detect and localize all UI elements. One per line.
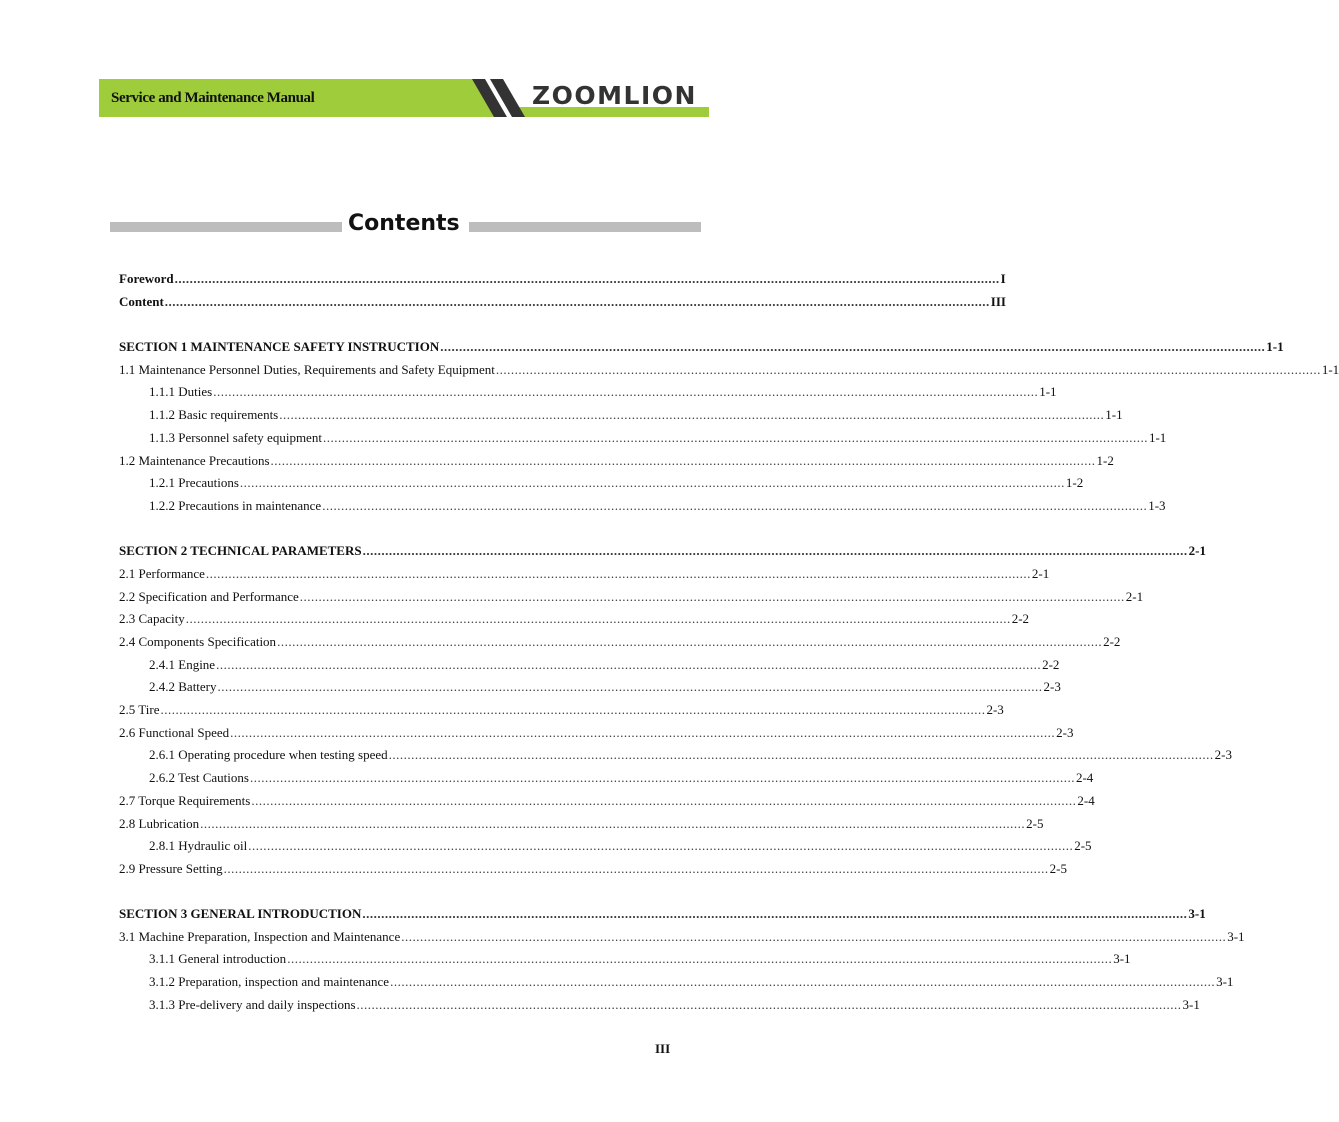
dot-leader: ............................................................................................................................................................................................................................ [362,543,1188,558]
toc-entry-label: 2.4 Components Specification [119,634,277,649]
toc-entry[interactable] [119,452,1114,470]
toc-entry-page: 1-1 [1148,430,1167,445]
toc-entry-label: Content [119,294,164,309]
toc-entry-label: SECTION 3 GENERAL INTRODUCTION [119,906,362,921]
dot-leader: ............................................................................................................................................................................................................................ [174,271,1000,286]
dot-leader: ............................................................................................................................................................................................................................ [248,838,1074,853]
toc-entry[interactable] [119,565,1050,583]
dot-leader: ............................................................................................................................................................................................................................ [495,362,1321,377]
dot-leader: ............................................................................................................................................................................................................................ [160,702,986,717]
dot-leader: ............................................................................................................................................................................................................................ [223,861,1049,876]
dot-leader: ............................................................................................................................................................................................................................ [322,498,1148,513]
toc-entry-label: SECTION 2 TECHNICAL PARAMETERS [119,543,362,558]
dot-leader: ............................................................................................................................................................................................................................ [213,384,1039,399]
toc-entry-page: 2-1 [1188,543,1206,558]
toc-entry-page: 2-1 [1031,566,1050,581]
toc-entry-page: 1-2 [1096,453,1114,468]
toc-entry[interactable] [119,928,1245,946]
toc-entry[interactable] [119,610,1030,628]
toc-entry[interactable] [119,338,1284,356]
toc-entry[interactable] [149,406,1123,424]
dot-leader: ............................................................................................................................................................................................................................ [251,793,1077,808]
toc-entry-label: 1.1.2 Basic requirements [149,407,279,422]
toc-entry[interactable] [119,724,1074,742]
toc-entry[interactable] [119,905,1206,923]
toc-entry[interactable] [149,678,1061,696]
toc-entry-page: 3-1 [1113,951,1131,966]
toc-entry-label: 3.1.3 Pre-delivery and daily inspections [149,997,356,1012]
page-number: III [655,1041,671,1056]
toc-entry[interactable] [149,429,1167,447]
dot-leader: ............................................................................................................................................................................................................................ [299,589,1125,604]
toc-entry-page: 1-1 [1266,339,1284,354]
toc-entry[interactable] [149,837,1092,855]
dot-leader: ............................................................................................................................................................................................................................ [322,430,1148,445]
toc-entry-page: 2-2 [1011,611,1030,626]
toc-entry-page: 1-1 [1105,407,1123,422]
dot-leader: ............................................................................................................................................................................................................................ [401,929,1227,944]
title-rule-right [469,222,701,232]
toc-entry-page: 2-3 [986,702,1004,717]
toc-entry-label: 1.1 Maintenance Personnel Duties, Requirements and Safety Equipment [119,362,495,377]
toc-entry[interactable] [119,588,1144,606]
brand-logo: ZOOMLION [532,81,697,110]
toc-entry[interactable] [149,656,1060,674]
toc-entry-label: 2.8.1 Hydraulic oil [149,838,248,853]
toc-entry[interactable] [149,973,1234,991]
toc-entry-label: 2.1 Performance [119,566,205,581]
dot-leader: ............................................................................................................................................................................................................................ [362,906,1188,921]
dot-leader: ............................................................................................................................................................................................................................ [287,951,1113,966]
dot-leader: ............................................................................................................................................................................................................................ [230,725,1056,740]
toc-entry[interactable] [119,792,1095,810]
toc-entry-page: 3-1 [1216,974,1234,989]
dot-leader: ............................................................................................................................................................................................................................ [217,679,1043,694]
toc-entry-label: 2.6 Functional Speed [119,725,230,740]
toc-entry-label: SECTION 1 MAINTENANCE SAFETY INSTRUCTION [119,339,440,354]
toc-entry[interactable] [149,746,1232,764]
toc-entry-label: 3.1 Machine Preparation, Inspection and Maintenance [119,929,401,944]
toc-entry-label: 2.4.2 Battery [149,679,217,694]
toc-entry-page: 2-5 [1074,838,1092,853]
toc-entry[interactable] [149,769,1094,787]
toc-entry-page: I [1000,271,1006,286]
dot-leader: ............................................................................................................................................................................................................................ [164,294,990,309]
toc-entry-label: 2.5 Tire [119,702,160,717]
toc-entry-page: 2-3 [1214,747,1232,762]
toc-entry-page: 2-5 [1026,816,1044,831]
dot-leader: ............................................................................................................................................................................................................................ [279,407,1105,422]
toc-entry[interactable] [119,542,1206,560]
dot-leader: ............................................................................................................................................................................................................................ [270,453,1096,468]
toc-entry-page: 1-1 [1321,362,1339,377]
toc-entry-page: III [990,294,1006,309]
toc-entry-label: 2.9 Pressure Setting [119,861,223,876]
toc-entry-page: 3-1 [1182,997,1200,1012]
toc-entry[interactable] [119,860,1067,878]
toc-entry-page: 2-2 [1103,634,1121,649]
toc-entry-page: 2-5 [1049,861,1067,876]
dot-leader: ............................................................................................................................................................................................................................ [390,974,1216,989]
toc-entry-label: 3.1.1 General introduction [149,951,287,966]
toc-entry-label: 2.4.1 Engine [149,657,216,672]
toc-entry-label: 2.6.2 Test Cautions [149,770,249,785]
toc-entry-label: 2.3 Capacity [119,611,185,626]
toc-entry-label: 1.2.1 Precautions [149,475,239,490]
title-rule-left [110,222,342,232]
dot-leader: ............................................................................................................................................................................................................................ [388,747,1214,762]
toc-entry[interactable] [119,361,1339,379]
dot-leader: ............................................................................................................................................................................................................................ [216,657,1042,672]
toc-entry[interactable] [119,293,1006,311]
toc-entry-label: 1.2.2 Precautions in maintenance [149,498,322,513]
dot-leader: ............................................................................................................................................................................................................................ [249,770,1075,785]
dot-leader: ............................................................................................................................................................................................................................ [356,997,1182,1012]
toc-entry[interactable] [149,996,1200,1014]
page-title: Contents [348,211,460,236]
toc-entry[interactable] [119,270,1006,288]
manual-title: Service and Maintenance Manual [111,90,315,106]
toc-entry-label: Foreword [119,271,174,286]
dot-leader: ............................................................................................................................................................................................................................ [440,339,1266,354]
toc-entry-page: 2-3 [1056,725,1074,740]
toc-entry[interactable] [119,633,1121,651]
dot-leader: ............................................................................................................................................................................................................................ [277,634,1103,649]
toc-entry-page: 1-2 [1065,475,1084,490]
toc-entry-label: 2.7 Torque Requirements [119,793,251,808]
toc-entry[interactable] [149,497,1166,515]
toc-entry-page: 3-1 [1227,929,1245,944]
toc-entry-page: 3-1 [1188,906,1206,921]
toc-entry[interactable] [149,383,1057,401]
toc-entry-page: 2-1 [1125,589,1144,604]
toc-entry-label: 1.1.3 Personnel safety equipment [149,430,322,445]
header-banner [99,79,709,117]
toc-entry-page: 1-1 [1039,384,1057,399]
toc-entry-page: 2-2 [1042,657,1060,672]
toc-entry[interactable] [149,474,1084,492]
dot-leader: ............................................................................................................................................................................................................................ [185,611,1011,626]
toc-entry[interactable] [119,815,1044,833]
toc-entry-page: 2-4 [1075,770,1094,785]
toc-entry-page: 2-3 [1043,679,1061,694]
toc-entry-label: 1.1.1 Duties [149,384,213,399]
dot-leader: ............................................................................................................................................................................................................................ [200,816,1026,831]
toc-entry-label: 2.8 Lubrication [119,816,200,831]
toc-entry-page: 2-4 [1077,793,1095,808]
toc-entry-label: 2.6.1 Operating procedure when testing speed [149,747,388,762]
toc-entry[interactable] [149,950,1131,968]
toc-entry-label: 3.1.2 Preparation, inspection and maintenance [149,974,390,989]
toc-entry-label: 2.2 Specification and Performance [119,589,299,604]
toc-entry-page: 1-3 [1148,498,1166,513]
dot-leader: ............................................................................................................................................................................................................................ [239,475,1065,490]
toc-entry-label: 1.2 Maintenance Precautions [119,453,270,468]
toc-entry[interactable] [119,701,1004,719]
dot-leader: ............................................................................................................................................................................................................................ [205,566,1031,581]
